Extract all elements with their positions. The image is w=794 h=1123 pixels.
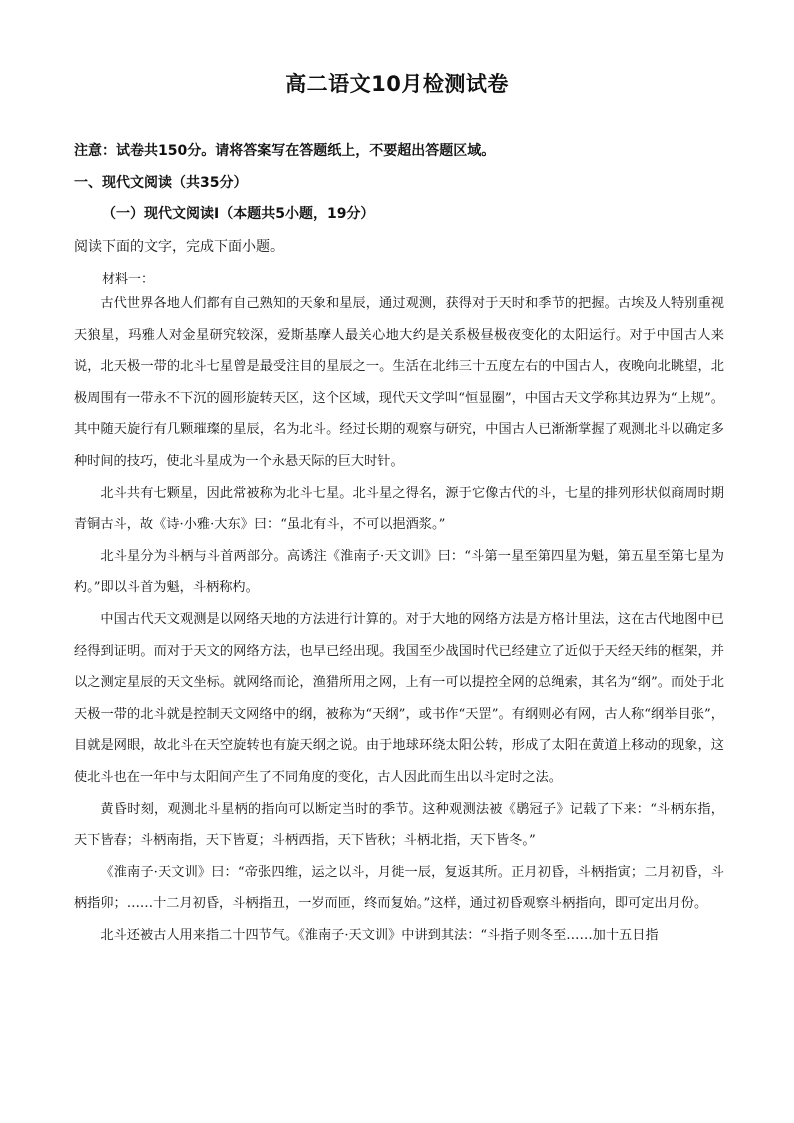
passage-paragraph: 黄昏时刻，观测北斗星柄的指向可以断定当时的季节。这种观测法被《鹖冠子》记载了下来：“斗柄东指，天下皆春；斗柄南指，天下皆夏；斗柄西指，天下皆秋；斗柄北指，天下皆冬。” [74,801,724,849]
passage-paragraph: 中国古代天文观测是以网络天地的方法进行计算的。对于大地的网络方法是方格计里法，这在古代地图中已经得到证明。而对于天文的网络方法，也早已经出现。我国至少战国时代已经建立了近似于天经天纬的框架，并以之测定星辰的天文坐标。就网络而论，渔猎所用之网，上有一可以提控全网的总绳索，其名为“纲”。而处于北天极一带的北斗就是控制天文网络中的纲，被称为“天纲”，或书作“天罡”。有纲则必有网，古人称“纲举目张”，目就是网眼，故北斗在天空旋转也有旋天纲之说。由于地球环绕太阳公转，形成了太阳在黄道上移动的现象，这使北斗也在一年中与太阳间产生了不同角度的变化，古人因此而生出以斗定时之法。 [74,611,724,785]
passage-paragraph: 北斗共有七颗星，因此常被称为北斗七星。北斗星之得名，源于它像古代的斗，七星的排列形状似商周时期青铜古斗，故《诗·小雅·大东》曰：“虽北有斗，不可以挹酒浆。” [74,485,724,533]
passage-paragraph: 古代世界各地人们都有自己熟知的天象和星辰，通过观测，获得对于天时和季节的把握。古埃及人特别重视天狼星，玛雅人对金星研究较深，爱斯基摩人最关心地大约是关系极昼极夜变化的太阳运行。对于中国古人来说，北天极一带的北斗七星曾是最受注目的星辰之一。生活在北纬三十五度左右的中国古人，夜晚向北眺望，北极周围有一带永不下沉的圆形旋转天区，这个区域，现代天文学叫“恒显圈”，中国古天文学称其边界为“上规”。其中随天旋行有几颗璀璨的星辰，名为北斗。经过长期的观察与研究，中国古人已渐渐掌握了观测北斗以确定多种时间的技巧，使北斗星成为一个永悬天际的巨大时针。 [74,296,724,469]
passage-paragraph: 北斗星分为斗柄与斗首两部分。高诱注《淮南子·天文训》曰：“斗第一星至第四星为魁，第五星至第七星为杓。”即以斗首为魁，斗柄称杓。 [74,548,724,596]
exam-title: 高二语文10月检测试卷 [285,72,509,96]
material-label: 材料一： [102,272,155,287]
reading-instruction: 阅读下面的文字，完成下面小题。 [74,239,284,255]
subsection-heading: （一）现代文阅读Ⅰ（本题共5小题，19分） [102,206,375,222]
exam-notice: 注意：试卷共150分。请将答案写在答题纸上，不要超出答题区域。 [74,143,496,159]
passage-paragraph: 北斗还被古人用来指二十四节气。《淮南子·天文训》中讲到其法：“斗指子则冬至……加十五日指 [100,927,659,943]
section-heading: 一、现代文阅读（共35分） [74,175,248,191]
passage-body [74,288,724,951]
passage-paragraph: 《淮南子·天文训》曰：“帝张四维，运之以斗，月徙一辰，复返其所。正月初昏，斗柄指寅；二月初昏，斗柄指卯；……十二月初昏，斗柄指丑，一岁而匝，终而复始。”这样，通过初昏观察斗柄指向，即可定出月份。 [74,864,724,912]
